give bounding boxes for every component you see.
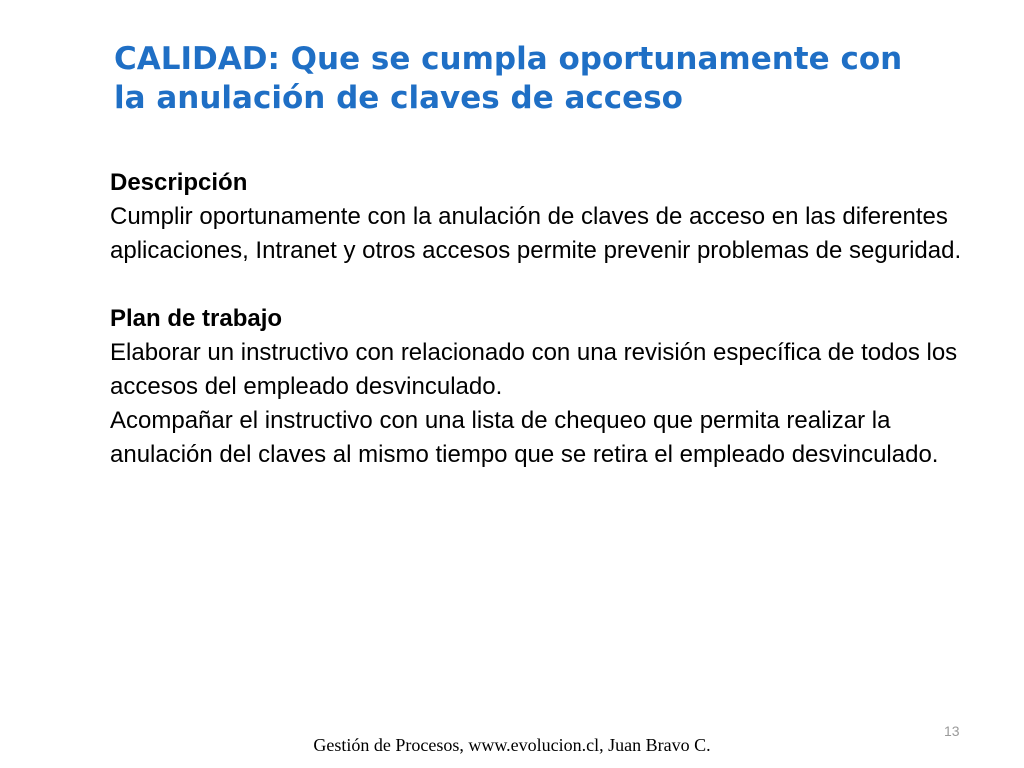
slide-title [114,40,994,118]
section-paragraph: Acompañar el instructivo con una lista de chequeo que permita realizar la anulación del claves al mismo tiempo que se retira el empleado desvinculado. [110,407,939,468]
section-paragraph: Cumplir oportunamente con la anulación de claves de acceso en las diferentes aplicaciones, Intranet y otros accesos permite prevenir problemas de seguridad. [110,203,962,264]
slide-footer: Gestión de Procesos, www.evolucion.cl, Juan Bravo C. [313,735,711,755]
section-heading: Plan de trabajo [110,305,283,332]
section-descripcion [110,166,990,268]
section-plan-de-trabajo [110,302,990,472]
slide-title-line-1: CALIDAD: Que se cumpla oportunamente con [114,41,903,77]
section-paragraph: Elaborar un instructivo con relacionado con una revisión específica de todos los accesos del empleado desvinculado. [110,339,958,400]
section-heading: Descripción [110,169,248,196]
slide-title-line-2: la anulación de claves de acceso [114,80,683,116]
page-number: 13 [944,723,960,739]
slide-body [110,166,990,472]
